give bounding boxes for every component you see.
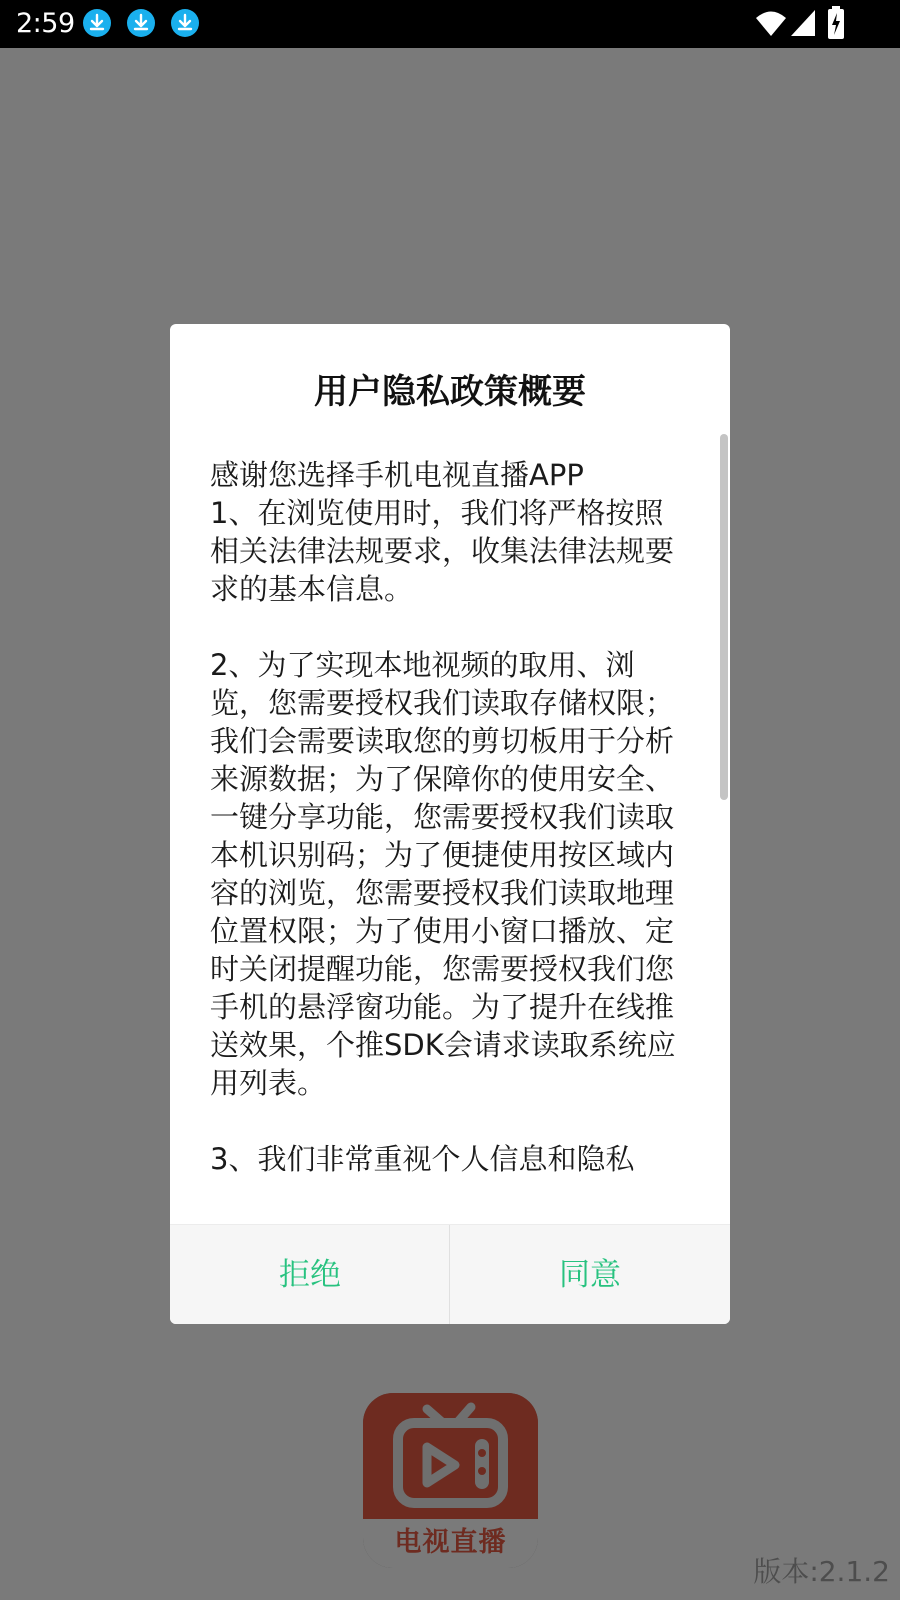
status-bar — [0, 0, 900, 48]
agree-button[interactable]: 同意 — [450, 1225, 730, 1324]
status-time: 2:59 — [16, 8, 75, 39]
battery-charging-icon — [827, 6, 845, 40]
dialog-content: 感谢您选择手机电视直播APP 1、在浏览使用时，我们将严格按照相关法律法规要求，收集法律法规要求的基本信息。 2、为了实现本地视频的取用、浏览，您需要授权我们读取存储权限；我们会需要读取您的剪切板用于分析来源数据；为了保障你的使用安全、一键分享功能，您需要授权我们读取本机识别码；为了便捷使用按区域内容的浏览，您需要授权我们读取地理位置权限；为了使用小窗口播放、定时关闭提醒功能，您需要授权我们您手机的悬浮窗功能。为了提升在线推送效果，个推SDK会请求读取系统应用列表。 3、我们非常重视个人信息和隐私 — [210, 458, 676, 1176]
app-logo — [363, 1393, 538, 1568]
version-label: 版本:2.1.2 — [753, 1555, 890, 1588]
download-icon — [82, 8, 112, 38]
reject-button[interactable]: 拒绝 — [170, 1225, 450, 1324]
cell-signal-icon — [790, 8, 816, 38]
scrollbar-thumb[interactable] — [720, 434, 728, 800]
privacy-dialog — [170, 324, 730, 1324]
dialog-footer — [170, 1224, 730, 1324]
wifi-icon — [755, 8, 787, 38]
download-icon — [170, 8, 200, 38]
dialog-title: 用户隐私政策概要 — [314, 372, 586, 412]
dialog-scroll-area[interactable] — [210, 456, 692, 1324]
tv-play-icon — [363, 1393, 538, 1525]
download-icon — [126, 8, 156, 38]
app-logo-name: 电视直播 — [394, 1527, 507, 1558]
